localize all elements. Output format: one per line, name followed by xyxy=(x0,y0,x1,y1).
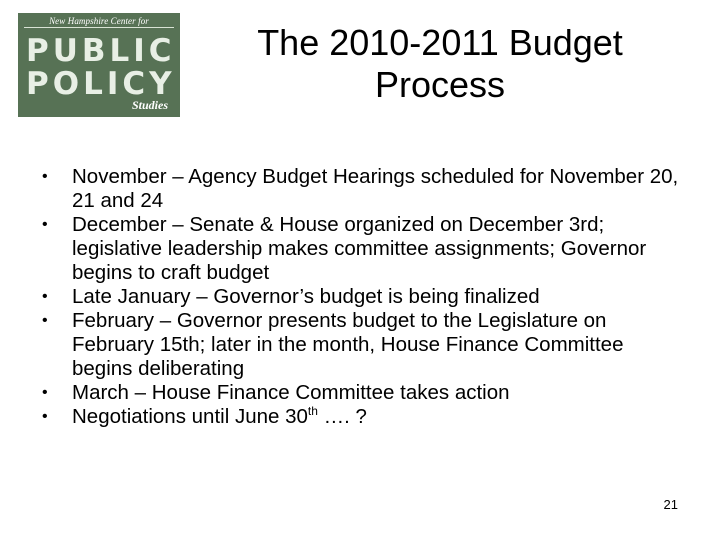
bullet-text: February – Governor presents budget to the Legislature on February 15th; later in the month, House Finance Committee begins deliberating xyxy=(72,309,624,380)
logo-word-studies: Studies xyxy=(131,98,168,112)
bullet-item xyxy=(40,405,680,429)
logo-divider xyxy=(24,27,174,28)
bullet-item xyxy=(40,165,680,213)
title-line-2: Process xyxy=(374,64,506,105)
logo xyxy=(18,13,180,117)
bullet-dot: • xyxy=(42,168,48,185)
bullet-text: December – Senate & House organized on December 3rd; legislative leadership makes committee assignments; Governor begins to craft budget xyxy=(72,213,647,284)
bullet-dot: • xyxy=(42,312,48,329)
page-number: 21 xyxy=(663,497,678,512)
bullet-dot: • xyxy=(42,216,48,233)
slide-title xyxy=(200,22,680,106)
bullet-item xyxy=(40,213,680,285)
bullet-text: November – Agency Budget Hearings scheduled for November 20, 21 and 24 xyxy=(72,165,679,212)
logo-top-text: New Hampshire Center for xyxy=(49,16,149,26)
bullet-superscript: th xyxy=(307,404,318,419)
bullet-item xyxy=(40,381,680,405)
logo-word-policy: POLICY xyxy=(26,66,176,102)
bullet-dot: • xyxy=(42,384,48,401)
bullet-item xyxy=(40,309,680,381)
title-line-1: The 2010-2011 Budget xyxy=(257,22,623,63)
bullet-item xyxy=(40,285,680,309)
bullet-dot: • xyxy=(42,288,48,305)
logo-word-public: PUBLIC xyxy=(26,33,176,69)
bullet-text-before-sup: Negotiations until June 30 xyxy=(72,405,308,428)
bullet-text: March – House Finance Committee takes action xyxy=(72,381,510,404)
bullet-dot: • xyxy=(42,408,48,425)
bullet-text-after-sup: …. ? xyxy=(317,405,367,428)
bullet-text: Late January – Governor’s budget is being finalized xyxy=(72,285,540,308)
bullet-list xyxy=(40,165,680,429)
